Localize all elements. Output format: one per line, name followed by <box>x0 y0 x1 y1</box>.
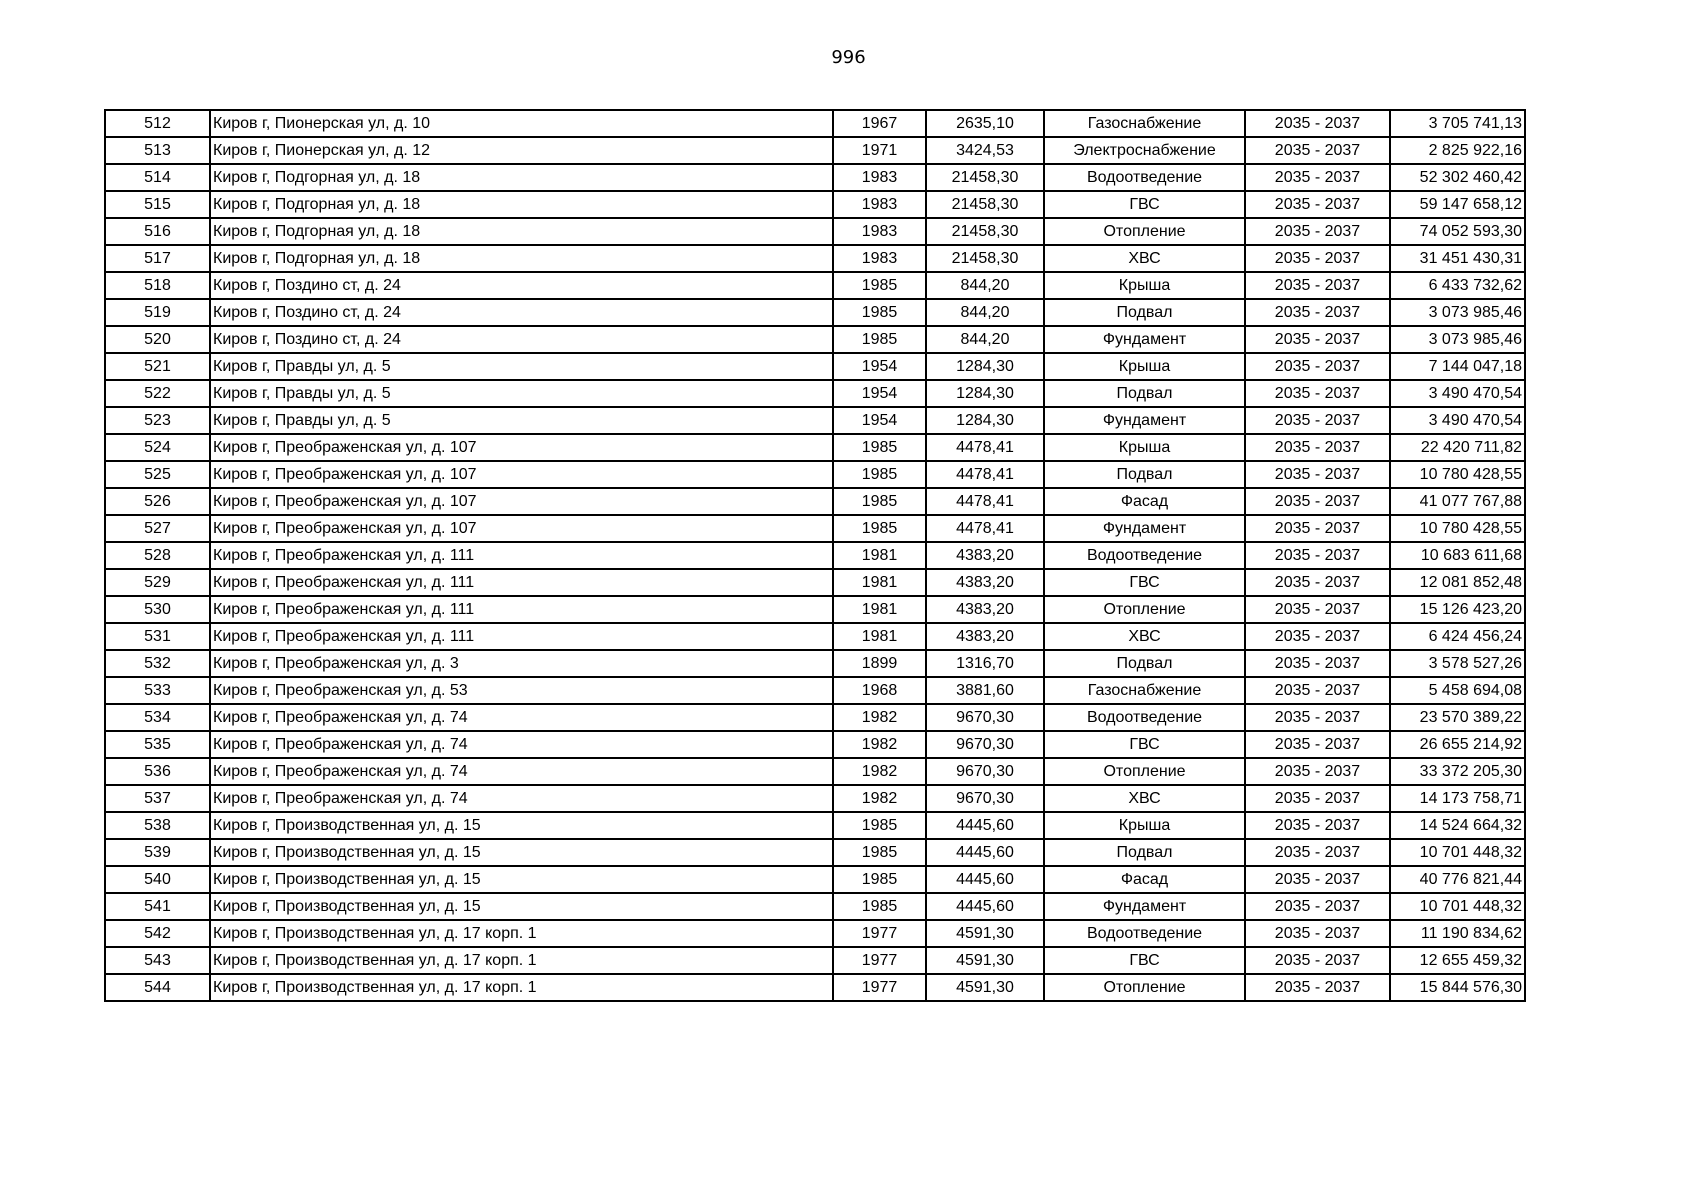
area-cell: 1316,70 <box>926 650 1044 677</box>
period-cell: 2035 - 2037 <box>1245 839 1390 866</box>
year-cell: 1981 <box>833 596 926 623</box>
period-cell: 2035 - 2037 <box>1245 947 1390 974</box>
table-row <box>105 623 1525 650</box>
cost-cell: 10 780 428,55 <box>1390 461 1525 488</box>
table-row <box>105 947 1525 974</box>
year-cell: 1954 <box>833 407 926 434</box>
cost-cell: 2 825 922,16 <box>1390 137 1525 164</box>
area-cell: 4383,20 <box>926 542 1044 569</box>
table-row <box>105 461 1525 488</box>
cost-cell: 10 780 428,55 <box>1390 515 1525 542</box>
work-type-cell: Газоснабжение <box>1044 677 1245 704</box>
table-row <box>105 785 1525 812</box>
row-number-cell: 536 <box>105 758 210 785</box>
area-cell: 844,20 <box>926 326 1044 353</box>
data-table <box>104 109 1526 1002</box>
address-cell: Киров г, Подгорная ул, д. 18 <box>210 245 833 272</box>
table-row <box>105 110 1525 137</box>
table-row <box>105 272 1525 299</box>
table-row <box>105 191 1525 218</box>
period-cell: 2035 - 2037 <box>1245 245 1390 272</box>
cost-cell: 10 683 611,68 <box>1390 542 1525 569</box>
cost-cell: 3 705 741,13 <box>1390 110 1525 137</box>
row-number-cell: 522 <box>105 380 210 407</box>
work-type-cell: Фундамент <box>1044 893 1245 920</box>
table-row <box>105 839 1525 866</box>
year-cell: 1985 <box>833 812 926 839</box>
table-row <box>105 299 1525 326</box>
work-type-cell: ГВС <box>1044 569 1245 596</box>
work-type-cell: ГВС <box>1044 191 1245 218</box>
year-cell: 1982 <box>833 731 926 758</box>
year-cell: 1983 <box>833 245 926 272</box>
work-type-cell: Газоснабжение <box>1044 110 1245 137</box>
work-type-cell: Водоотведение <box>1044 164 1245 191</box>
row-number-cell: 537 <box>105 785 210 812</box>
area-cell: 4445,60 <box>926 866 1044 893</box>
row-number-cell: 521 <box>105 353 210 380</box>
period-cell: 2035 - 2037 <box>1245 137 1390 164</box>
table-row <box>105 164 1525 191</box>
address-cell: Киров г, Преображенская ул, д. 74 <box>210 731 833 758</box>
area-cell: 4478,41 <box>926 488 1044 515</box>
table-row <box>105 650 1525 677</box>
table-row <box>105 218 1525 245</box>
table-row <box>105 920 1525 947</box>
area-cell: 4383,20 <box>926 596 1044 623</box>
cost-cell: 3 073 985,46 <box>1390 299 1525 326</box>
work-type-cell: ХВС <box>1044 245 1245 272</box>
period-cell: 2035 - 2037 <box>1245 434 1390 461</box>
cost-cell: 6 433 732,62 <box>1390 272 1525 299</box>
work-type-cell: Фундамент <box>1044 407 1245 434</box>
table-row <box>105 137 1525 164</box>
table-row <box>105 731 1525 758</box>
cost-cell: 14 524 664,32 <box>1390 812 1525 839</box>
period-cell: 2035 - 2037 <box>1245 326 1390 353</box>
period-cell: 2035 - 2037 <box>1245 110 1390 137</box>
work-type-cell: Подвал <box>1044 650 1245 677</box>
work-type-cell: ХВС <box>1044 785 1245 812</box>
period-cell: 2035 - 2037 <box>1245 893 1390 920</box>
address-cell: Киров г, Преображенская ул, д. 111 <box>210 623 833 650</box>
cost-cell: 6 424 456,24 <box>1390 623 1525 650</box>
work-type-cell: Подвал <box>1044 380 1245 407</box>
year-cell: 1977 <box>833 920 926 947</box>
page-number: 996 <box>831 47 866 68</box>
address-cell: Киров г, Преображенская ул, д. 74 <box>210 785 833 812</box>
area-cell: 4383,20 <box>926 623 1044 650</box>
table-row <box>105 704 1525 731</box>
cost-cell: 3 073 985,46 <box>1390 326 1525 353</box>
address-cell: Киров г, Преображенская ул, д. 107 <box>210 461 833 488</box>
cost-cell: 59 147 658,12 <box>1390 191 1525 218</box>
address-cell: Киров г, Подгорная ул, д. 18 <box>210 218 833 245</box>
area-cell: 2635,10 <box>926 110 1044 137</box>
row-number-cell: 533 <box>105 677 210 704</box>
year-cell: 1985 <box>833 299 926 326</box>
address-cell: Киров г, Подгорная ул, д. 18 <box>210 191 833 218</box>
work-type-cell: ГВС <box>1044 947 1245 974</box>
area-cell: 21458,30 <box>926 164 1044 191</box>
address-cell: Киров г, Преображенская ул, д. 74 <box>210 704 833 731</box>
table-row <box>105 542 1525 569</box>
area-cell: 1284,30 <box>926 353 1044 380</box>
year-cell: 1954 <box>833 353 926 380</box>
period-cell: 2035 - 2037 <box>1245 785 1390 812</box>
address-cell: Киров г, Производственная ул, д. 15 <box>210 812 833 839</box>
row-number-cell: 528 <box>105 542 210 569</box>
period-cell: 2035 - 2037 <box>1245 623 1390 650</box>
cost-cell: 23 570 389,22 <box>1390 704 1525 731</box>
year-cell: 1981 <box>833 623 926 650</box>
year-cell: 1899 <box>833 650 926 677</box>
year-cell: 1985 <box>833 866 926 893</box>
area-cell: 1284,30 <box>926 407 1044 434</box>
area-cell: 9670,30 <box>926 704 1044 731</box>
year-cell: 1983 <box>833 218 926 245</box>
work-type-cell: Фасад <box>1044 488 1245 515</box>
year-cell: 1985 <box>833 515 926 542</box>
address-cell: Киров г, Подгорная ул, д. 18 <box>210 164 833 191</box>
area-cell: 3881,60 <box>926 677 1044 704</box>
area-cell: 4478,41 <box>926 434 1044 461</box>
work-type-cell: Фундамент <box>1044 515 1245 542</box>
table-row <box>105 407 1525 434</box>
cost-cell: 15 126 423,20 <box>1390 596 1525 623</box>
row-number-cell: 525 <box>105 461 210 488</box>
period-cell: 2035 - 2037 <box>1245 542 1390 569</box>
row-number-cell: 527 <box>105 515 210 542</box>
cost-cell: 31 451 430,31 <box>1390 245 1525 272</box>
period-cell: 2035 - 2037 <box>1245 974 1390 1001</box>
work-type-cell: Отопление <box>1044 974 1245 1001</box>
row-number-cell: 524 <box>105 434 210 461</box>
year-cell: 1977 <box>833 974 926 1001</box>
work-type-cell: ХВС <box>1044 623 1245 650</box>
cost-cell: 11 190 834,62 <box>1390 920 1525 947</box>
row-number-cell: 530 <box>105 596 210 623</box>
year-cell: 1985 <box>833 434 926 461</box>
period-cell: 2035 - 2037 <box>1245 920 1390 947</box>
table-row <box>105 596 1525 623</box>
address-cell: Киров г, Поздино ст, д. 24 <box>210 272 833 299</box>
year-cell: 1985 <box>833 488 926 515</box>
table-row <box>105 434 1525 461</box>
work-type-cell: Крыша <box>1044 353 1245 380</box>
work-type-cell: Подвал <box>1044 299 1245 326</box>
address-cell: Киров г, Производственная ул, д. 15 <box>210 839 833 866</box>
table-row <box>105 893 1525 920</box>
address-cell: Киров г, Правды ул, д. 5 <box>210 380 833 407</box>
cost-cell: 33 372 205,30 <box>1390 758 1525 785</box>
address-cell: Киров г, Преображенская ул, д. 107 <box>210 515 833 542</box>
cost-cell: 41 077 767,88 <box>1390 488 1525 515</box>
cost-cell: 15 844 576,30 <box>1390 974 1525 1001</box>
area-cell: 844,20 <box>926 299 1044 326</box>
year-cell: 1967 <box>833 110 926 137</box>
period-cell: 2035 - 2037 <box>1245 677 1390 704</box>
table-body <box>105 110 1525 1001</box>
row-number-cell: 515 <box>105 191 210 218</box>
table-row <box>105 245 1525 272</box>
row-number-cell: 520 <box>105 326 210 353</box>
cost-cell: 3 490 470,54 <box>1390 407 1525 434</box>
period-cell: 2035 - 2037 <box>1245 731 1390 758</box>
row-number-cell: 514 <box>105 164 210 191</box>
area-cell: 9670,30 <box>926 731 1044 758</box>
address-cell: Киров г, Пионерская ул, д. 10 <box>210 110 833 137</box>
area-cell: 1284,30 <box>926 380 1044 407</box>
row-number-cell: 538 <box>105 812 210 839</box>
row-number-cell: 526 <box>105 488 210 515</box>
cost-cell: 74 052 593,30 <box>1390 218 1525 245</box>
address-cell: Киров г, Производственная ул, д. 15 <box>210 893 833 920</box>
area-cell: 4591,30 <box>926 947 1044 974</box>
area-cell: 4445,60 <box>926 893 1044 920</box>
cost-cell: 3 490 470,54 <box>1390 380 1525 407</box>
period-cell: 2035 - 2037 <box>1245 704 1390 731</box>
address-cell: Киров г, Производственная ул, д. 15 <box>210 866 833 893</box>
work-type-cell: Отопление <box>1044 218 1245 245</box>
period-cell: 2035 - 2037 <box>1245 272 1390 299</box>
area-cell: 4591,30 <box>926 974 1044 1001</box>
period-cell: 2035 - 2037 <box>1245 191 1390 218</box>
row-number-cell: 542 <box>105 920 210 947</box>
table-row <box>105 515 1525 542</box>
area-cell: 21458,30 <box>926 245 1044 272</box>
year-cell: 1968 <box>833 677 926 704</box>
work-type-cell: ГВС <box>1044 731 1245 758</box>
area-cell: 4591,30 <box>926 920 1044 947</box>
area-cell: 3424,53 <box>926 137 1044 164</box>
year-cell: 1982 <box>833 758 926 785</box>
area-cell: 9670,30 <box>926 785 1044 812</box>
year-cell: 1954 <box>833 380 926 407</box>
cost-cell: 10 701 448,32 <box>1390 839 1525 866</box>
period-cell: 2035 - 2037 <box>1245 353 1390 380</box>
cost-cell: 12 081 852,48 <box>1390 569 1525 596</box>
work-type-cell: Фундамент <box>1044 326 1245 353</box>
year-cell: 1985 <box>833 272 926 299</box>
row-number-cell: 544 <box>105 974 210 1001</box>
row-number-cell: 523 <box>105 407 210 434</box>
table-row <box>105 677 1525 704</box>
row-number-cell: 512 <box>105 110 210 137</box>
address-cell: Киров г, Преображенская ул, д. 111 <box>210 596 833 623</box>
year-cell: 1985 <box>833 839 926 866</box>
area-cell: 4445,60 <box>926 839 1044 866</box>
address-cell: Киров г, Поздино ст, д. 24 <box>210 299 833 326</box>
row-number-cell: 539 <box>105 839 210 866</box>
area-cell: 4383,20 <box>926 569 1044 596</box>
area-cell: 4445,60 <box>926 812 1044 839</box>
cost-cell: 5 458 694,08 <box>1390 677 1525 704</box>
cost-cell: 22 420 711,82 <box>1390 434 1525 461</box>
period-cell: 2035 - 2037 <box>1245 866 1390 893</box>
area-cell: 21458,30 <box>926 218 1044 245</box>
address-cell: Киров г, Производственная ул, д. 17 корп. 1 <box>210 974 833 1001</box>
year-cell: 1983 <box>833 191 926 218</box>
period-cell: 2035 - 2037 <box>1245 515 1390 542</box>
address-cell: Киров г, Преображенская ул, д. 107 <box>210 434 833 461</box>
area-cell: 4478,41 <box>926 461 1044 488</box>
cost-cell: 10 701 448,32 <box>1390 893 1525 920</box>
table-row <box>105 866 1525 893</box>
work-type-cell: Крыша <box>1044 272 1245 299</box>
table-row <box>105 812 1525 839</box>
cost-cell: 26 655 214,92 <box>1390 731 1525 758</box>
table-row <box>105 569 1525 596</box>
address-cell: Киров г, Преображенская ул, д. 3 <box>210 650 833 677</box>
row-number-cell: 531 <box>105 623 210 650</box>
table-row <box>105 353 1525 380</box>
row-number-cell: 517 <box>105 245 210 272</box>
address-cell: Киров г, Преображенская ул, д. 74 <box>210 758 833 785</box>
address-cell: Киров г, Преображенская ул, д. 107 <box>210 488 833 515</box>
cost-cell: 40 776 821,44 <box>1390 866 1525 893</box>
year-cell: 1981 <box>833 569 926 596</box>
year-cell: 1982 <box>833 704 926 731</box>
row-number-cell: 532 <box>105 650 210 677</box>
address-cell: Киров г, Правды ул, д. 5 <box>210 353 833 380</box>
table-row <box>105 974 1525 1001</box>
cost-cell: 7 144 047,18 <box>1390 353 1525 380</box>
address-cell: Киров г, Поздино ст, д. 24 <box>210 326 833 353</box>
address-cell: Киров г, Преображенская ул, д. 111 <box>210 569 833 596</box>
row-number-cell: 541 <box>105 893 210 920</box>
cost-cell: 52 302 460,42 <box>1390 164 1525 191</box>
area-cell: 21458,30 <box>926 191 1044 218</box>
area-cell: 844,20 <box>926 272 1044 299</box>
year-cell: 1982 <box>833 785 926 812</box>
address-cell: Киров г, Производственная ул, д. 17 корп. 1 <box>210 947 833 974</box>
period-cell: 2035 - 2037 <box>1245 596 1390 623</box>
work-type-cell: Водоотведение <box>1044 704 1245 731</box>
row-number-cell: 518 <box>105 272 210 299</box>
row-number-cell: 535 <box>105 731 210 758</box>
work-type-cell: Электроснабжение <box>1044 137 1245 164</box>
period-cell: 2035 - 2037 <box>1245 407 1390 434</box>
address-cell: Киров г, Пионерская ул, д. 12 <box>210 137 833 164</box>
period-cell: 2035 - 2037 <box>1245 461 1390 488</box>
address-cell: Киров г, Производственная ул, д. 17 корп. 1 <box>210 920 833 947</box>
cost-cell: 12 655 459,32 <box>1390 947 1525 974</box>
area-cell: 9670,30 <box>926 758 1044 785</box>
work-type-cell: Фасад <box>1044 866 1245 893</box>
period-cell: 2035 - 2037 <box>1245 299 1390 326</box>
row-number-cell: 516 <box>105 218 210 245</box>
period-cell: 2035 - 2037 <box>1245 758 1390 785</box>
period-cell: 2035 - 2037 <box>1245 218 1390 245</box>
period-cell: 2035 - 2037 <box>1245 488 1390 515</box>
period-cell: 2035 - 2037 <box>1245 650 1390 677</box>
period-cell: 2035 - 2037 <box>1245 380 1390 407</box>
row-number-cell: 540 <box>105 866 210 893</box>
area-cell: 4478,41 <box>926 515 1044 542</box>
period-cell: 2035 - 2037 <box>1245 569 1390 596</box>
work-type-cell: Водоотведение <box>1044 542 1245 569</box>
year-cell: 1983 <box>833 164 926 191</box>
period-cell: 2035 - 2037 <box>1245 164 1390 191</box>
row-number-cell: 529 <box>105 569 210 596</box>
work-type-cell: Крыша <box>1044 434 1245 461</box>
table-row <box>105 326 1525 353</box>
work-type-cell: Водоотведение <box>1044 920 1245 947</box>
row-number-cell: 534 <box>105 704 210 731</box>
work-type-cell: Отопление <box>1044 596 1245 623</box>
cost-cell: 3 578 527,26 <box>1390 650 1525 677</box>
year-cell: 1985 <box>833 461 926 488</box>
row-number-cell: 543 <box>105 947 210 974</box>
year-cell: 1985 <box>833 893 926 920</box>
year-cell: 1977 <box>833 947 926 974</box>
table-row <box>105 758 1525 785</box>
year-cell: 1981 <box>833 542 926 569</box>
work-type-cell: Отопление <box>1044 758 1245 785</box>
address-cell: Киров г, Правды ул, д. 5 <box>210 407 833 434</box>
cost-cell: 14 173 758,71 <box>1390 785 1525 812</box>
work-type-cell: Подвал <box>1044 839 1245 866</box>
period-cell: 2035 - 2037 <box>1245 812 1390 839</box>
row-number-cell: 513 <box>105 137 210 164</box>
table-row <box>105 380 1525 407</box>
year-cell: 1985 <box>833 326 926 353</box>
table-row <box>105 488 1525 515</box>
year-cell: 1971 <box>833 137 926 164</box>
row-number-cell: 519 <box>105 299 210 326</box>
address-cell: Киров г, Преображенская ул, д. 53 <box>210 677 833 704</box>
address-cell: Киров г, Преображенская ул, д. 111 <box>210 542 833 569</box>
work-type-cell: Подвал <box>1044 461 1245 488</box>
work-type-cell: Крыша <box>1044 812 1245 839</box>
